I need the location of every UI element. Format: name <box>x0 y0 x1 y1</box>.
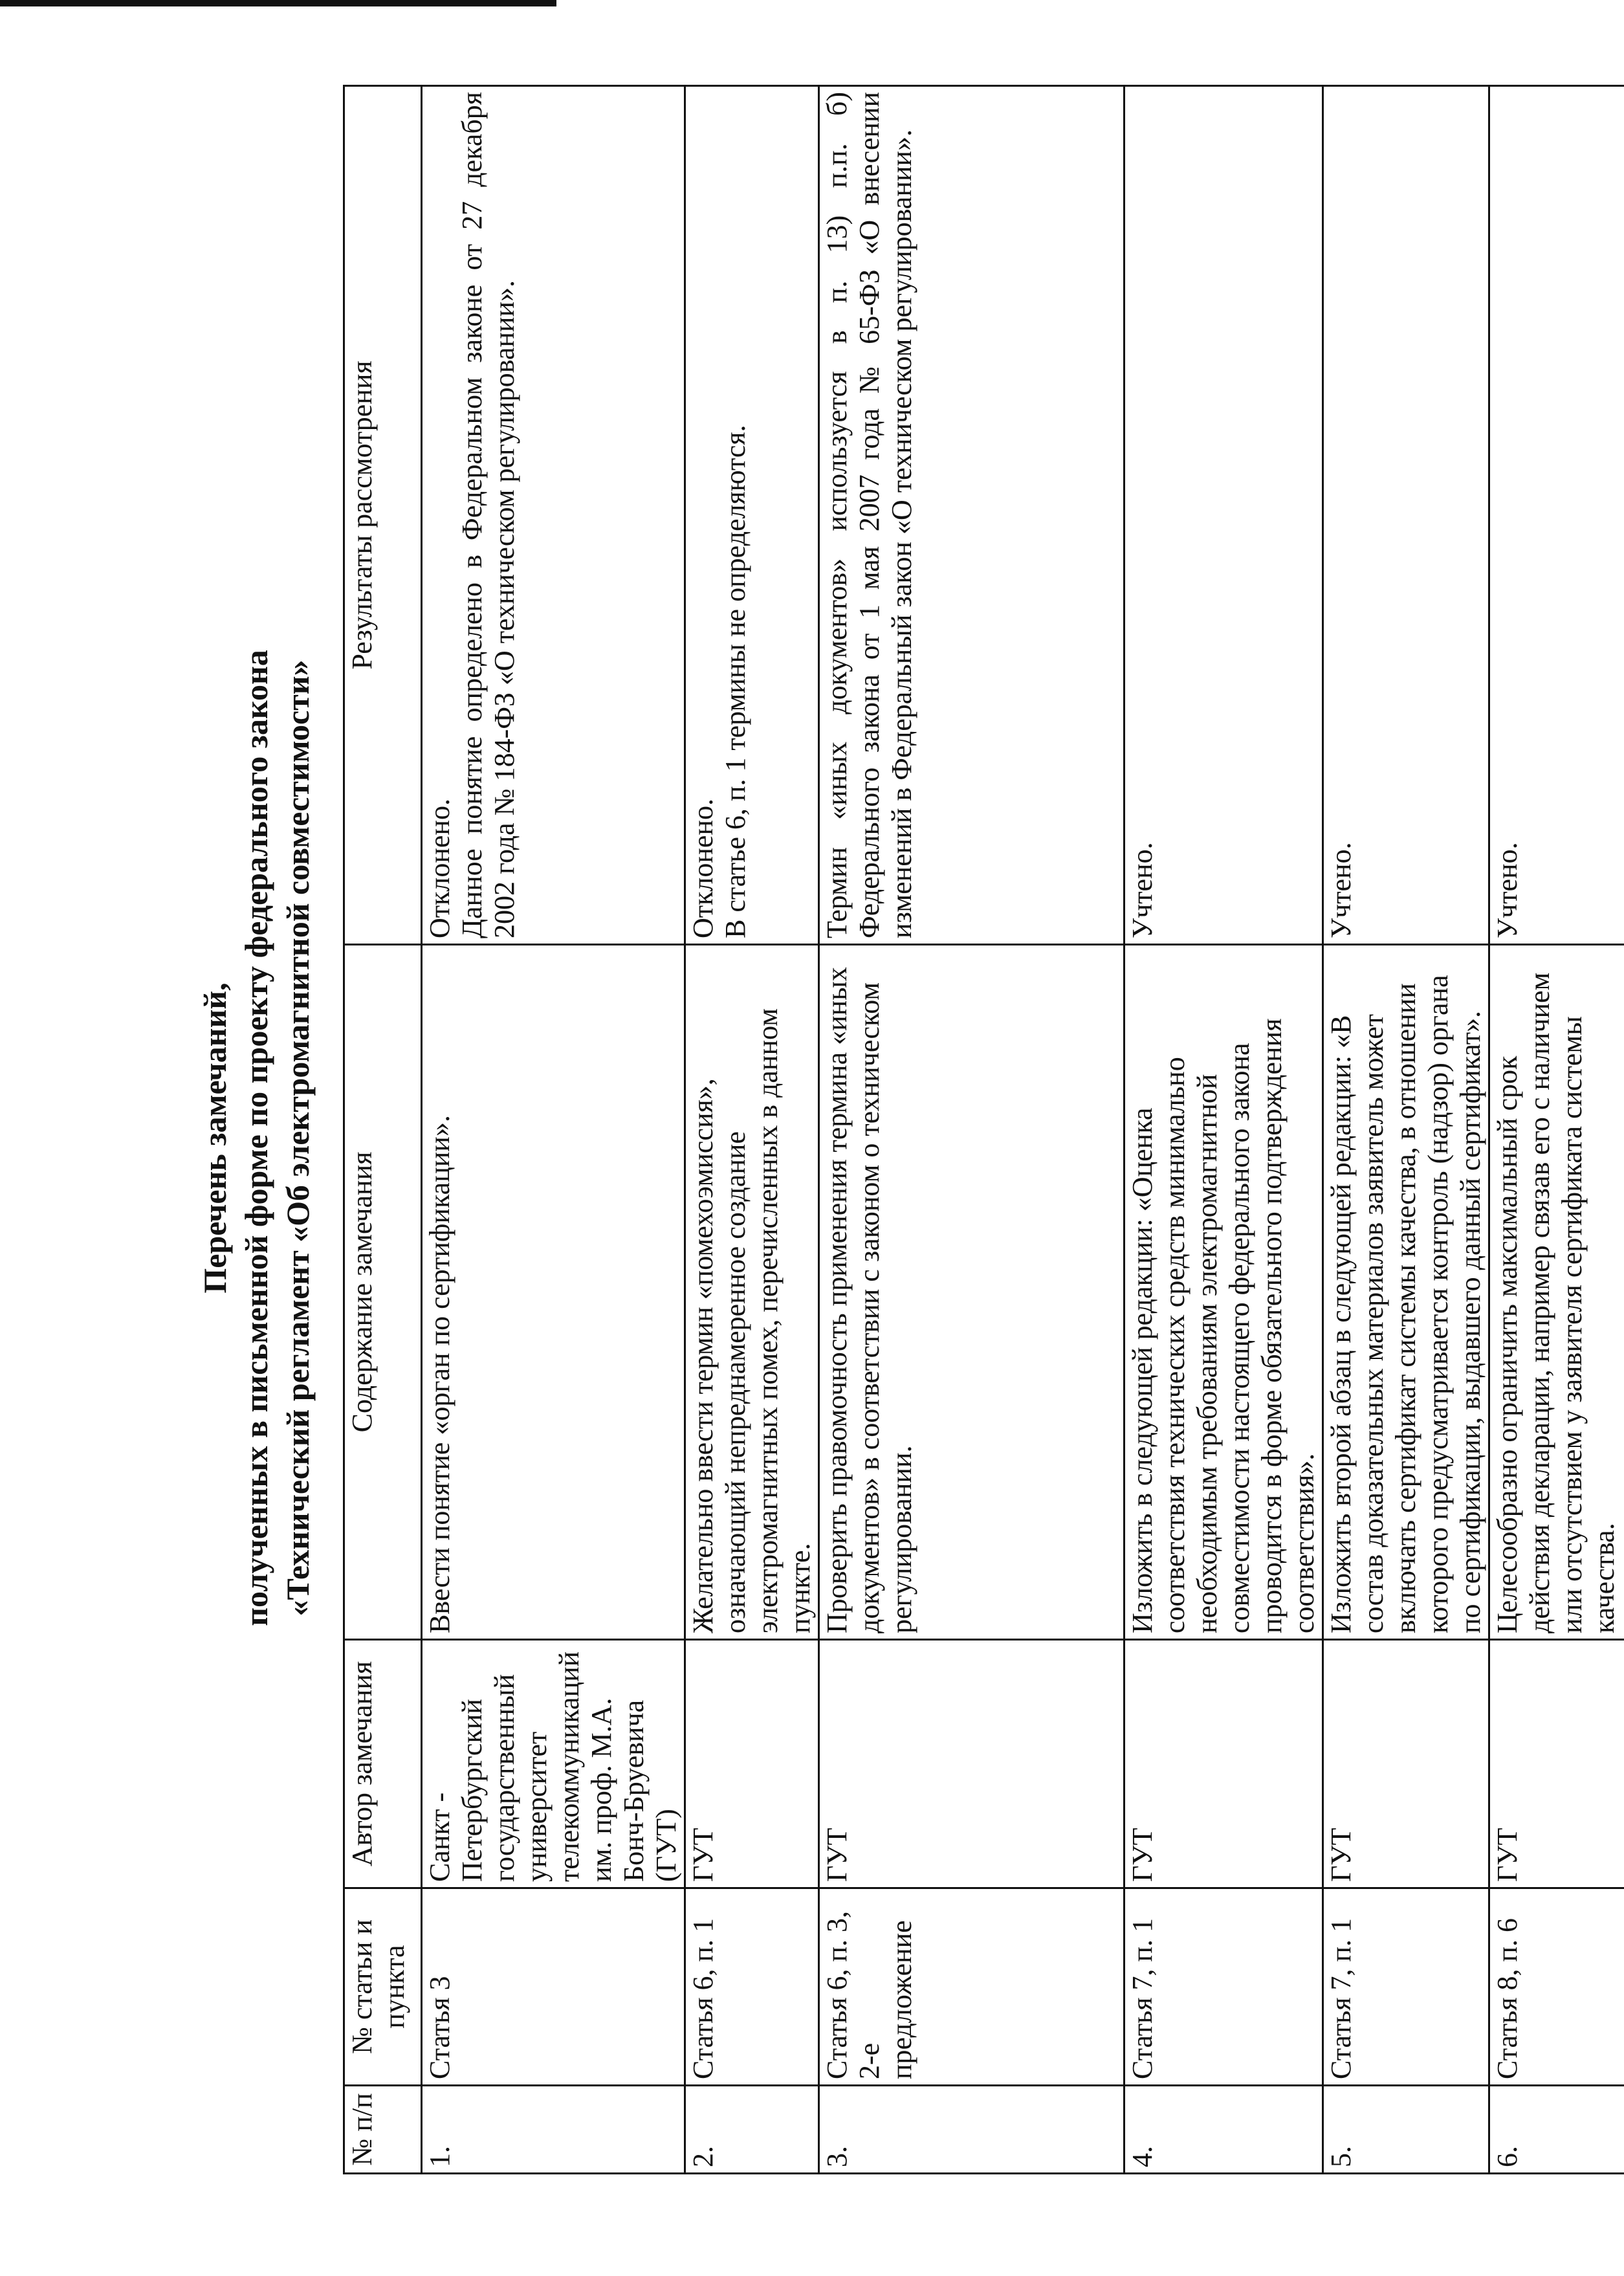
cell-result <box>1323 86 1489 945</box>
table-header-row <box>344 86 422 2174</box>
cell-content: Целесообразно ограничить максимальный срок действия декларации, например связав его с наличием или отсутствием у заявителя сертификата системы качества. <box>1489 945 1624 1640</box>
header-number: № п/п <box>344 2086 422 2174</box>
document-title <box>194 0 318 2276</box>
cell-result <box>1489 86 1624 945</box>
header-content: Содержание замечания <box>344 945 422 1640</box>
cell-result <box>685 86 819 945</box>
table-row <box>819 86 1125 2174</box>
title-line-3: «Технический регламент «Об электромагнитной совместимости» <box>280 659 316 1617</box>
cell-article: Статья 3 <box>422 1888 685 2086</box>
table-row <box>1125 86 1323 2174</box>
cell-author: ГУТ <box>1489 1640 1624 1888</box>
cell-author: ГУТ <box>819 1640 1125 1888</box>
result-status: Учтено. <box>1491 842 1523 938</box>
header-article: № статьи и пункта <box>344 1888 422 2086</box>
cell-content: Ввести понятие «орган по сертификации». <box>422 945 685 1640</box>
cell-content: Желательно ввести термин «помехоэмиссия», означающий непреднамеренное создание электромагнитных помех, перечисленных в данном пункте. <box>685 945 819 1640</box>
cell-number: 3. <box>819 2086 1125 2174</box>
cell-result <box>819 86 1125 945</box>
result-text: В статье 6, п. 1 термины не определяются. <box>719 425 751 938</box>
cell-number: 1. <box>422 2086 685 2174</box>
cell-article: Статья 6, п. 1 <box>685 1888 819 2086</box>
cell-number: 4. <box>1125 2086 1323 2174</box>
header-result: Результаты рассмотрения <box>344 86 422 945</box>
result-status: Отклонено. <box>687 799 719 938</box>
result-status: Отклонено. <box>424 799 455 938</box>
cell-number: 5. <box>1323 2086 1489 2174</box>
cell-article: Статья 7, п. 1 <box>1323 1888 1489 2086</box>
cell-content: Проверить правомочность применения термина «иных документов» в соответствии с законом о техническом регулировании. <box>819 945 1125 1640</box>
table-row <box>422 86 685 2174</box>
result-status: Учтено. <box>1325 842 1357 938</box>
remarks-table <box>343 85 1624 2174</box>
table-row <box>685 86 819 2174</box>
cell-result <box>422 86 685 945</box>
cell-number: 6. <box>1489 2086 1624 2174</box>
cell-author: ГУТ <box>1125 1640 1323 1888</box>
cell-article: Статья 6, п. 3, 2-е предложение <box>819 1888 1125 2086</box>
result-text: Данное понятие определено в Федеральном законе от 27 декабря 2002 года № 184-ФЗ «О техническом регулировании». <box>456 92 520 938</box>
result-status: Учтено. <box>1126 842 1158 938</box>
cell-result <box>1125 86 1323 945</box>
header-author: Автор замечания <box>344 1640 422 1888</box>
cell-article: Статья 8, п. 6 <box>1489 1888 1624 2086</box>
result-text: Термин «иных документов» используется в п. 13) п.п. б) Федерального закона от 1 мая 2007 года № 65-ФЗ «О внесении изменений в Федеральный закон «О техническом регулировании». <box>821 92 917 938</box>
cell-article: Статья 7, п. 1 <box>1125 1888 1323 2086</box>
title-line-2: полученных в письменной форме по проекту федерального закона <box>238 650 274 1626</box>
table-row <box>1323 86 1489 2174</box>
cell-content: Изложить в следующей редакции: «Оценка соответствия технических средств минимально необходимым требованиям электромагнитной совместимости настоящего федерального закона проводится в форме обязательного подтверждения соответствия». <box>1125 945 1323 1640</box>
cell-author: ГУТ <box>685 1640 819 1888</box>
table-row <box>1489 86 1624 2174</box>
cell-number: 2. <box>685 2086 819 2174</box>
cell-content: Изложить второй абзац в следующей редакции: «В состав доказательных материалов заявитель может включать сертификат системы качества, в отношении которого предусматривается контроль (надзор) органа по сертификации, выдавшего данный сертификат». <box>1323 945 1489 1640</box>
cell-author: ГУТ <box>1323 1640 1489 1888</box>
cell-author: Санкт - Петербургский государственный университет телекоммуникаций им. проф. М.А. Бонч-Бруевича (ГУТ) <box>422 1640 685 1888</box>
title-line-1: Перечень замечаний, <box>197 982 233 1294</box>
